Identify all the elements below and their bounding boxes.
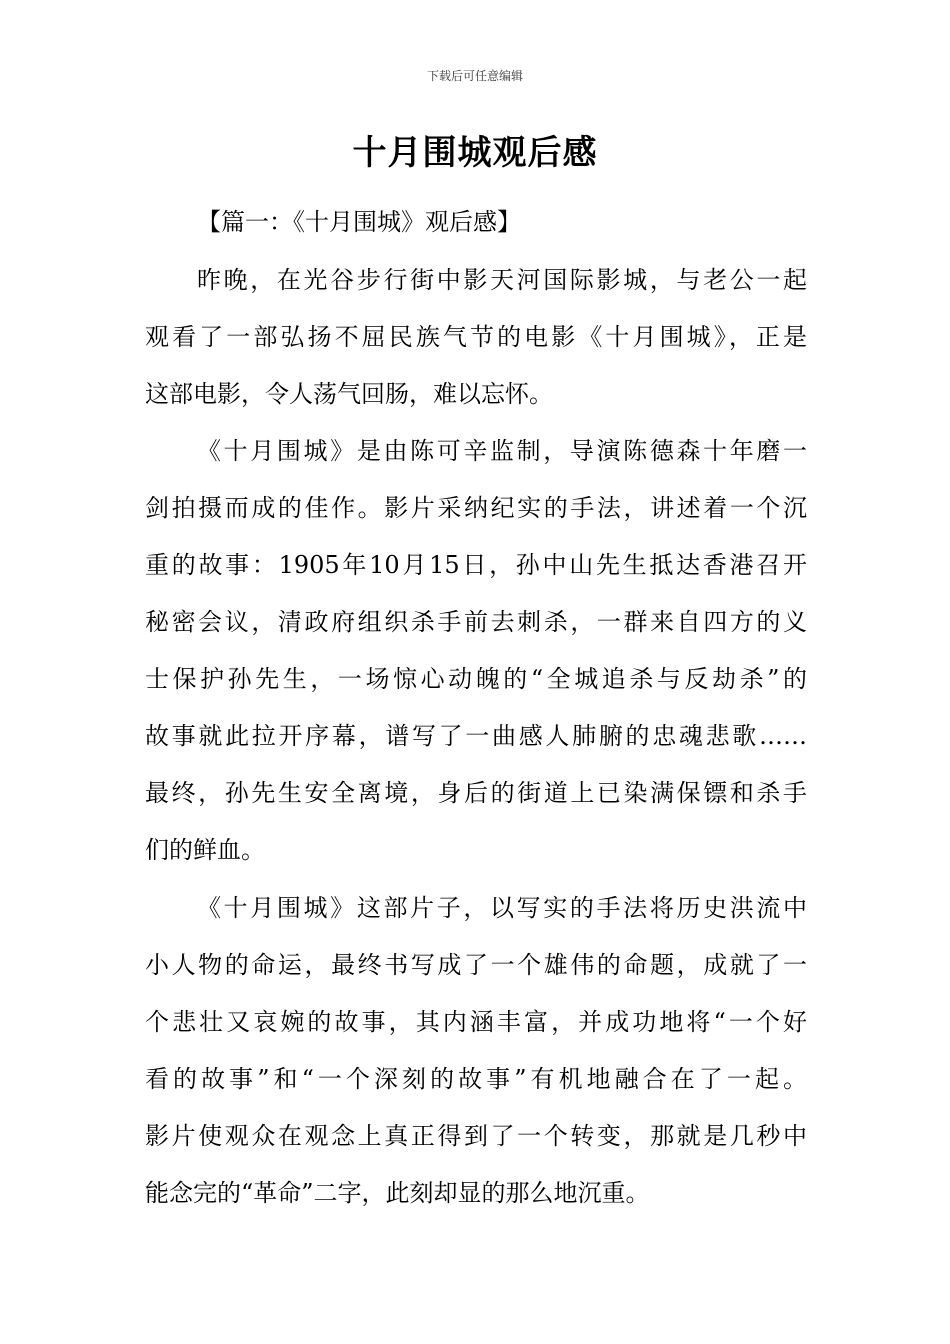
paragraph-2-line-7: 最终，孙先生安全离境，身后的街道上已染满保镖和杀手 <box>145 779 807 807</box>
paragraph-2-line-3: 重的故事：1905年10月15日，孙中山先生抵达香港召开 <box>145 551 807 579</box>
paragraph-2-line-1: 《十月围城》是由陈可辛监制，导演陈德森十年磨一 <box>197 437 807 465</box>
paragraph-3-line-2: 小人物的命运，最终书写成了一个雄伟的命题，成就了一 <box>145 951 807 979</box>
paragraph-1-line-2: 观看了一部弘扬不屈民族气节的电影《十月围城》，正是 <box>145 323 807 351</box>
paragraph-2-line-2: 剑拍摄而成的佳作。影片采纳纪实的手法，讲述着一个沉 <box>145 494 807 522</box>
paragraph-3-line-6: 能念完的“革命”二字，此刻却显的那么地沉重。 <box>145 1179 650 1207</box>
paragraph-3-line-5: 影片使观众在观念上真正得到了一个转变，那就是几秒中 <box>145 1122 807 1150</box>
paragraph-3-line-1: 《十月围城》这部片子，以写实的手法将历史洪流中 <box>197 894 807 922</box>
paragraph-1-line-3: 这部电影，令人荡气回肠，难以忘怀。 <box>145 380 553 408</box>
page-title: 十月围城观后感 <box>352 133 598 173</box>
paragraph-2-line-5: 士保护孙先生，一场惊心动魄的“全城追杀与反劫杀”的 <box>145 665 807 693</box>
paragraph-2-line-8: 们的鲜血。 <box>145 836 265 864</box>
paragraph-3-line-3: 个悲壮又哀婉的故事，其内涵丰富，并成功地将“一个好 <box>145 1008 807 1036</box>
paragraph-2-line-4: 秘密会议，清政府组织杀手前去刺杀，一群来自四方的义 <box>145 608 807 636</box>
section-heading: 【篇一：《十月围城》观后感】 <box>197 208 521 236</box>
header-note: 下载后可任意编辑 <box>426 69 523 83</box>
paragraph-1-line-1: 昨晚，在光谷步行街中影天河国际影城，与老公一起 <box>197 266 807 294</box>
paragraph-2-line-6: 故事就此拉开序幕，谱写了一曲感人肺腑的忠魂悲歌…… <box>145 722 807 750</box>
paragraph-3-line-4: 看的故事”和“一个深刻的故事”有机地融合在了一起。 <box>145 1065 807 1093</box>
